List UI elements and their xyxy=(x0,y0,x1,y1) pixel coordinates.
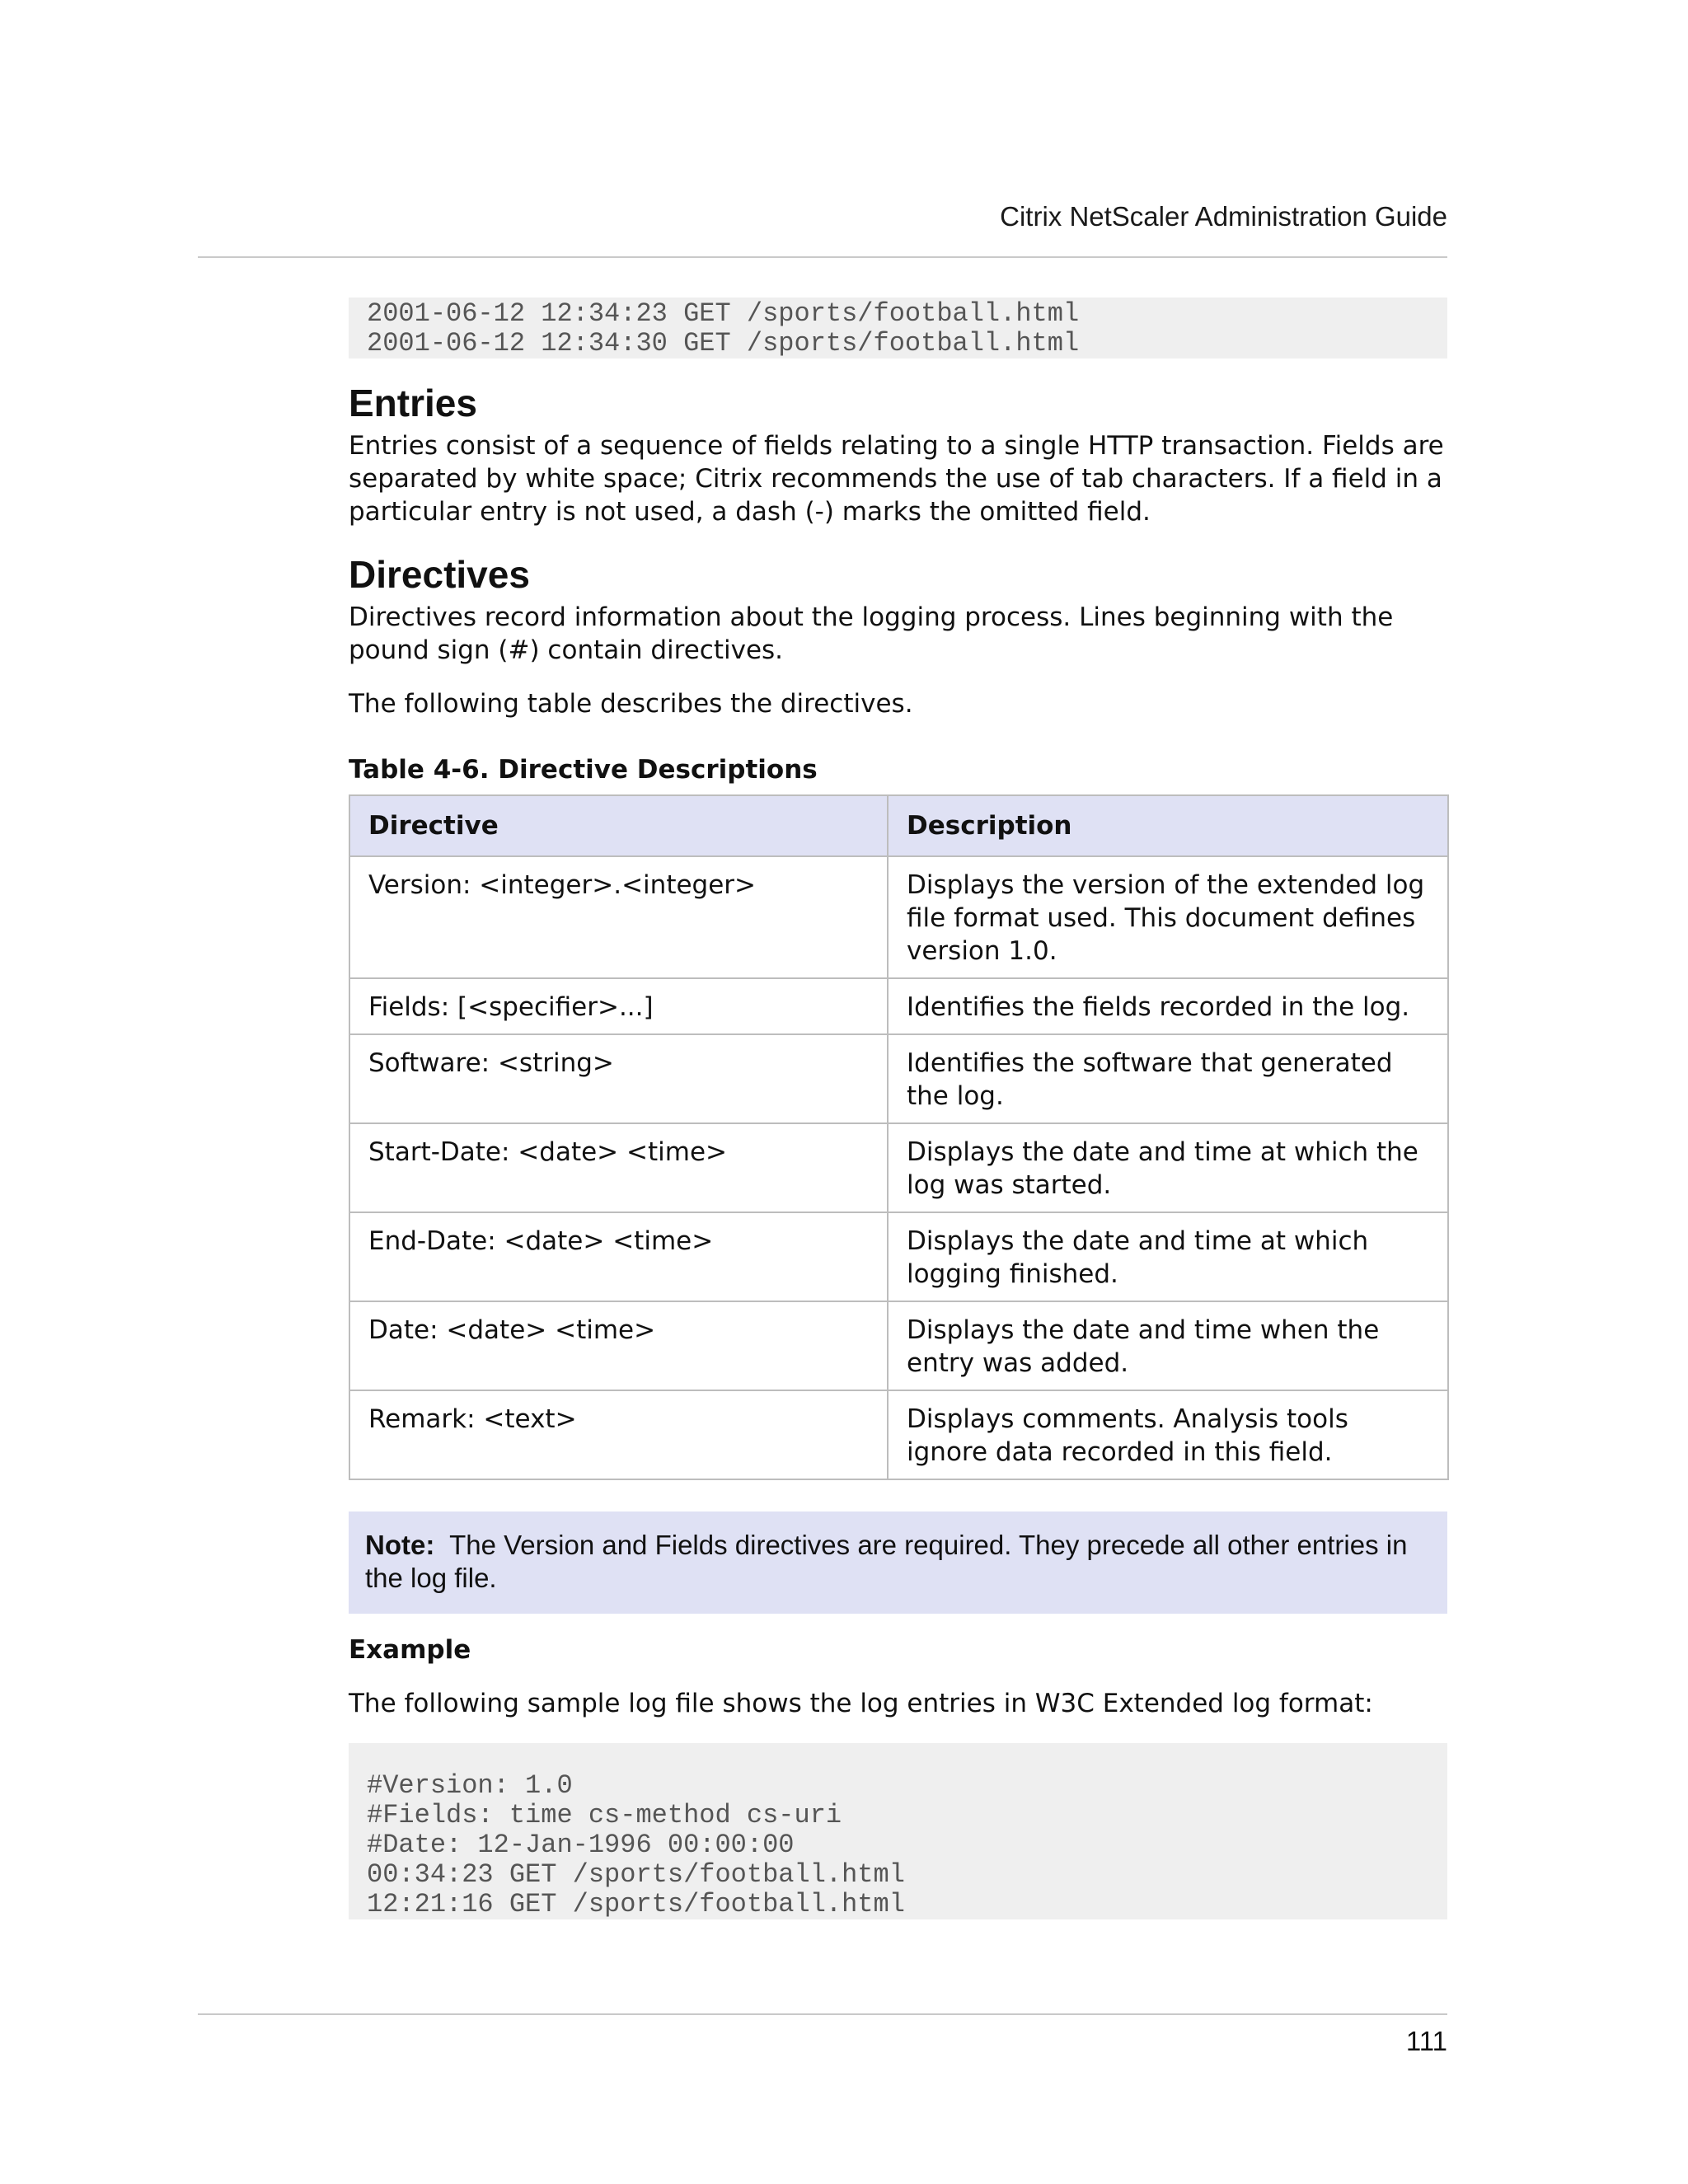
directives-table-intro: The following table describes the directives. xyxy=(349,689,913,719)
running-header: Citrix NetScaler Administration Guide xyxy=(1000,201,1447,232)
note-text: The Version and Fields directives are required. They precede all other entries in the log file. xyxy=(365,1530,1408,1593)
table-row xyxy=(349,1212,1448,1301)
description-cell: Displays comments. Analysis tools ignore data recorded in this field. xyxy=(888,1390,1448,1479)
example-paragraph: The following sample log file shows the log entries in W3C Extended log format: xyxy=(349,1689,1373,1718)
page-number: 111 xyxy=(1405,2026,1447,2056)
directive-cell: Start-Date: <date> <time> xyxy=(349,1123,888,1212)
table-header-row xyxy=(349,795,1448,856)
code-line: 2001-06-12 12:34:30 GET /sports/football.html xyxy=(367,328,1080,359)
table-row xyxy=(349,1123,1448,1212)
directive-cell: Fields: [<specifier>...] xyxy=(349,978,888,1034)
footer-rule xyxy=(198,2013,1447,2015)
table-row xyxy=(349,1034,1448,1123)
description-cell: Identifies the fields recorded in the log. xyxy=(888,978,1448,1034)
code-block-top xyxy=(349,298,1447,359)
directives-heading: Directives xyxy=(349,553,530,596)
header-rule xyxy=(198,256,1447,258)
example-heading: Example xyxy=(349,1635,471,1665)
table-row xyxy=(349,856,1448,978)
directives-table xyxy=(349,794,1449,1480)
code-line: 00:34:23 GET /sports/football.html xyxy=(367,1859,905,1890)
column-header-description: Description xyxy=(888,795,1448,856)
entries-paragraph: Entries consist of a sequence of fields relating to a single HTTP transaction. Fields are separated by white space; Citrix recommends the use of tab characters. If a field in a particular entry is not used, a dash (-) marks the omitted field. xyxy=(349,431,1444,527)
code-line: 12:21:16 GET /sports/football.html xyxy=(367,1889,905,1919)
description-cell: Displays the date and time at which logging finished. xyxy=(888,1212,1448,1301)
note-box xyxy=(349,1511,1447,1614)
table-row xyxy=(349,1390,1448,1479)
entries-heading: Entries xyxy=(349,382,477,424)
code-line: #Fields: time cs-method cs-uri xyxy=(367,1800,842,1830)
code-line: 2001-06-12 12:34:23 GET /sports/football.html xyxy=(367,298,1080,329)
code-line: #Date: 12-Jan-1996 00:00:00 xyxy=(367,1830,795,1860)
description-cell: Displays the date and time when the entry was added. xyxy=(888,1301,1448,1390)
table-row xyxy=(349,978,1448,1034)
table-caption: Table 4-6. Directive Descriptions xyxy=(349,755,818,785)
column-header-directive: Directive xyxy=(349,795,888,856)
directive-cell: Remark: <text> xyxy=(349,1390,888,1479)
directive-cell: Date: <date> <time> xyxy=(349,1301,888,1390)
directive-cell: End-Date: <date> <time> xyxy=(349,1212,888,1301)
directives-paragraph: Directives record information about the logging process. Lines beginning with the pound sign (#) contain directives. xyxy=(349,602,1394,665)
description-cell: Identifies the software that generated the log. xyxy=(888,1034,1448,1123)
page-content xyxy=(349,298,1447,1919)
directive-cell: Software: <string> xyxy=(349,1034,888,1123)
code-line: #Version: 1.0 xyxy=(367,1770,573,1801)
description-cell: Displays the date and time at which the log was started. xyxy=(888,1123,1448,1212)
code-block-example xyxy=(349,1743,1447,1919)
note-label: Note: xyxy=(365,1530,435,1560)
directive-cell: Version: <integer>.<integer> xyxy=(349,856,888,978)
description-cell: Displays the version of the extended log file format used. This document defines version 1.0. xyxy=(888,856,1448,978)
table-row xyxy=(349,1301,1448,1390)
